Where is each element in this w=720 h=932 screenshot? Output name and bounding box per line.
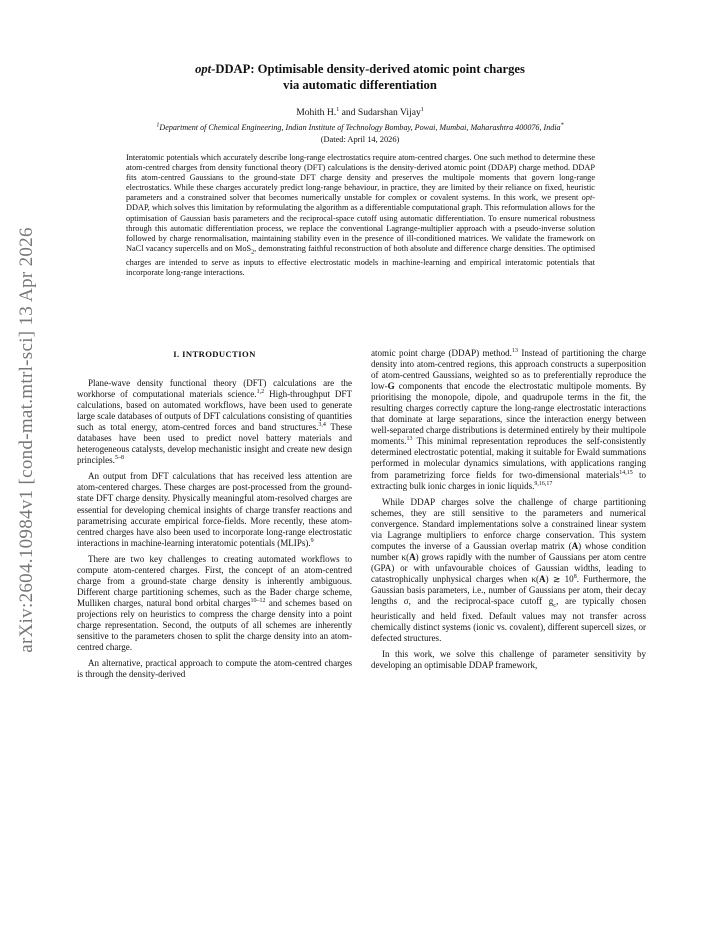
paragraph: While DDAP charges solve the challenge of charge partitioning schemes, they are still sensitive to the parameters and numerical convergence. Standard implementations solve a constrained linear system via Lagrange multipliers to enforce charge conservation. This system computes the inverse of a Gaussian overlap matrix (A) whose condition number κ(A) grows rapidly with the number of Gaussians per atom centre (GPA) or with unfavourable choices of Gaussian widths, leading to catastrophically unphysical charges when κ(A) ≳ $10^8$. Furthermore, the Gaussian basis parameters, i.e., number of Gaussians per atom, their decay lengths σ, and the reciprocal-space cutoff $g_c$, are typically chosen heuristically and held fixed. Default values may not transfer across chemically distinct systems (ionic vs. covalent), different supercell sizes, or defected structures. bbox=[371, 496, 647, 643]
abstract bbox=[126, 153, 595, 278]
subscript: 2 bbox=[251, 249, 255, 256]
title-line-1: -DDAP: Optimisable density-derived atomic point charges bbox=[211, 62, 525, 76]
citation: 1,2 bbox=[256, 389, 265, 396]
section-heading: I. INTRODUCTION bbox=[173, 349, 256, 359]
subscript: c bbox=[553, 601, 557, 609]
citation: 3,4 bbox=[318, 422, 326, 429]
left-column bbox=[77, 340, 352, 680]
bold-symbol: A bbox=[571, 540, 579, 551]
paragraph: atomic point charge (DDAP) method.$^{13}$ Instead of partitioning the charge density into atom-centred regions, this approach constructs a superposition of atom-centred Gaussians, weighted so as to preferentially reproduce the low-G components that encode the electrostatic multipole moments. By prioritising the monopole, dipole, and quadrupole terms in the fit, the resulting charges correctly capture the long-range electrostatic interactions that dominate at large separations, since the interaction energy between well-separated charge distributions is determined entirely by their multipole moments.$^{13}$ This minimal representation reproduces the self-consistently determined electrostatic potential, making it suitable for Ewald summations performed in molecular dynamics simulations, with applications ranging from parametrizing force fields for two-dimensional materials$^{14,15}$ to extracting bulk ionic charges in ionic liquids.$^{9,16,17}$ bbox=[371, 347, 646, 491]
citation: 10–12 bbox=[250, 597, 266, 604]
author-name: Sudarshan Vijay bbox=[357, 107, 421, 118]
affiliation-marker: 1 bbox=[420, 106, 424, 113]
date-line: (Dated: April 14, 2026) bbox=[320, 135, 400, 144]
affiliation-text: Department of Chemical Engineering, Indian Institute of Technology Bombay, Powai, Mumbai, Maharashtra 400076, India bbox=[159, 123, 561, 132]
paragraph: An alternative, practical approach to compute the atom-centred charges is through the density-derived bbox=[77, 658, 352, 680]
arxiv-sidebar-stamp bbox=[4, 205, 50, 675]
affiliation-marker: 1 bbox=[336, 106, 340, 113]
right-column bbox=[371, 348, 646, 671]
paper-title bbox=[60, 62, 660, 93]
abstract-text: , demonstrating faithful reconstruction of both absolute and difference charge densities. The optimised charges are intended to serve as inputs to effective electrostatic models in machine-learning and empirical interatomic potentials that incorporate long-range interactions. bbox=[126, 243, 596, 277]
citation: 9 bbox=[310, 537, 314, 544]
citation: 13 bbox=[511, 347, 518, 354]
citation: 5–8 bbox=[114, 455, 124, 462]
superscript: 8 bbox=[573, 573, 577, 580]
paragraph: In this work, we solve this challenge of parameter sensitivity by developing an optimisable DDAP framework, bbox=[371, 649, 646, 671]
bold-symbol: A bbox=[409, 551, 416, 562]
paragraph: An output from DFT calculations that has received less attention are atom-centered charges. These charges are post-processed from the ground-state DFT charge density. Physically meaningful atom-resolved charges are essential for developing chemical insights of charge transfer reactions and parametrising accurate empirical force-fields. More recently, these atom-centred charges have also been used to incorporate long-range electrostatic interactions in machine-learning interatomic potentials (MLIPs).$^9$ bbox=[77, 471, 352, 548]
bold-symbol: A bbox=[539, 573, 546, 584]
arxiv-identifier: arXiv:2604.10984v1 [cond-mat.mtrl-sci] 13 Apr 2026 bbox=[16, 227, 37, 653]
paragraph: There are two key challenges to creating automated workflows to compute atom-centered charges. First, the concept of an atom-centred charge from a ground-state charge density is inherently ambiguous. Different charge partitioning schemes, such as the Bader charge scheme, Mulliken charges, natural bond orbital charges$^{10-12}$ and schemes based on projections rely on heuristics to compress the charge density into a point charge representation. Second, the outputs of all schemes are inherently sensitive to the parameters chosen to split the charge density into an atom-centred charge. bbox=[77, 553, 352, 653]
citation: 14,15 bbox=[619, 469, 633, 476]
author-list bbox=[60, 107, 660, 118]
abstract-opt: opt bbox=[581, 193, 593, 203]
author-conjunction: and bbox=[341, 107, 356, 118]
abstract-text: Interatomic potentials which accurately describe long-range electrostatics require atom-centred charges. One such method to determine these atom-centred charges from density functional theory (DFT) calculations is the density-derived atomic point (DDAP) charge method. DDAP fits atom-centred Gaussians to the ground-state DFT charge density and preserves the multipole moments that govern long-range electrostatics. While these charges accurately predict long-range behaviour, in practice, they are limited by their reliance on fixed, heuristic parameters and a constrained solver that becomes numerically unstable for complex or covalent systems. In this work, we present bbox=[126, 153, 595, 203]
author-name: Mohith H. bbox=[296, 107, 337, 118]
abstract-text: -DDAP, which solves this limitation by reformulating the algorithm as a differentiable computational graph. This reformulation allows for the optimisation of Gaussian basis parameters and the reciprocal-space cutoff using automatic differentiation. To ensure numerical robustness through this automatic differentiation process, we replace the conventional Lagrange-multiplier approach with a pseudo-inverse solution followed by charge renormalisation, maintaining stability even in the presence of ill-conditioned matrices. We validate the framework on NaCl vacancy supercells and on MoS bbox=[126, 193, 596, 253]
citation: 9,16,17 bbox=[534, 480, 553, 487]
affiliation-marker: 1 bbox=[156, 122, 160, 129]
title-line-2: via automatic differentiation bbox=[283, 77, 437, 92]
corresponding-author-marker: * bbox=[560, 122, 564, 129]
citation: 13 bbox=[406, 436, 413, 443]
affiliation bbox=[40, 123, 680, 132]
bold-symbol: G bbox=[387, 381, 395, 392]
paragraph: Plane-wave density functional theory (DFT) calculations are the workhorse of computational materials science.$^{1,2}$ High-throughput DFT calculations, based on automated workflows, have been used to generate large scale databases of outputs of DFT calculations consisting of quantities such as total energy, atom-centred forces and band structures.$^{3,4}$ These databases have been used to predict novel battery materials and heterogeneous catalysts, develop mechanistic insight and create new design principles.$^{5-8}$ bbox=[77, 378, 352, 466]
title-opt-prefix: opt bbox=[195, 62, 212, 76]
